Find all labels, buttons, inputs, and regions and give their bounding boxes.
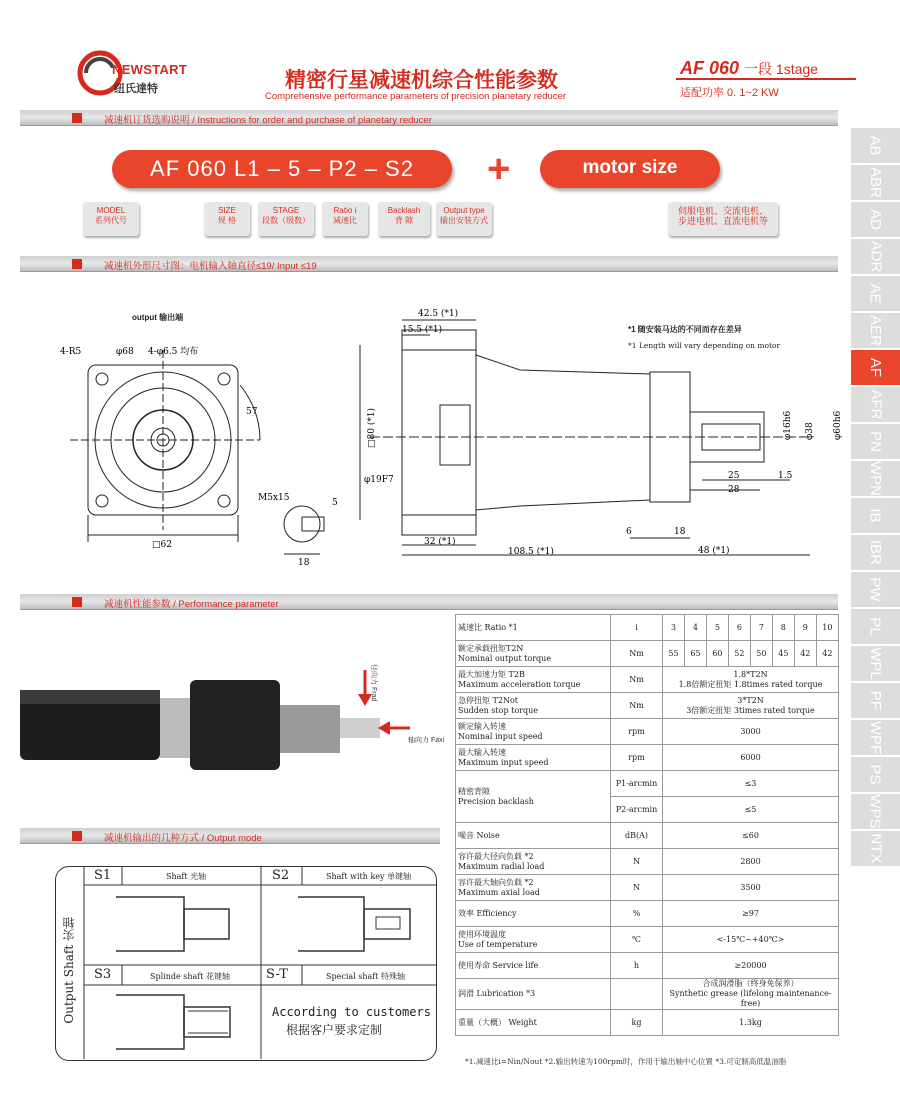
output-label: output 输出端 [132, 313, 184, 322]
row-value: 45 [772, 641, 794, 667]
ratio-header: 4 [684, 615, 706, 641]
dim-d38: φ38 [805, 422, 815, 440]
row-value: 55 [663, 641, 685, 667]
row-unit: P2-arcmin [611, 797, 663, 823]
table-row [456, 953, 839, 979]
row-label: 精密背隙 Precision backlash [456, 771, 611, 823]
row-unit: Nm [611, 693, 663, 719]
row-label: 容许最大径向负载 *2 Maximum radial load [456, 849, 611, 875]
page-title: 精密行星减速机综合性能参数 [285, 68, 558, 92]
dim-25: 25 [728, 471, 740, 481]
side-tab-ps[interactable]: PS [851, 757, 900, 793]
table-row [456, 719, 839, 745]
ratio-header: 10 [816, 615, 838, 641]
row-label: 效率 Efficiency [456, 901, 611, 927]
row-unit: P1-arcmin [611, 771, 663, 797]
order-code-pill: AF 060 L1 – 5 – P2 – S2 [112, 150, 452, 188]
row-merged-value: ≤60 [663, 823, 839, 849]
table-row [456, 771, 839, 797]
table-row [456, 1010, 839, 1036]
front-view-drawing [40, 320, 370, 570]
table-row [456, 823, 839, 849]
output-modes-box [55, 866, 437, 1061]
output-shaft-side-label: Output Shaft 实轴 [62, 917, 76, 1024]
row-unit: i [611, 615, 663, 641]
row-unit: Nm [611, 641, 663, 667]
ratio-header: 8 [772, 615, 794, 641]
ratio-header: 3 [663, 615, 685, 641]
row-unit: kg [611, 1010, 663, 1036]
tag-model: MODEL 系列代号 [83, 202, 139, 236]
dim-18: 18 [298, 558, 310, 568]
axial-force-label: 轴向力 Faxi [408, 737, 445, 744]
plus-icon: + [487, 147, 511, 191]
table-row [456, 615, 839, 641]
mode-s1-caption: Shaft 光轴 [166, 872, 207, 881]
side-tab-ae[interactable]: AE [851, 276, 900, 312]
row-merged-value: ≥97 [663, 901, 839, 927]
row-unit: N [611, 849, 663, 875]
row-unit: % [611, 901, 663, 927]
row-merged-value: 6000 [663, 745, 839, 771]
side-tab-pn[interactable]: PN [851, 424, 900, 460]
row-unit: N [611, 875, 663, 901]
row-value: 52 [728, 641, 750, 667]
row-label: 使用环境温度 Use of temperature [456, 927, 611, 953]
dim-1-5: 1.5 [778, 471, 793, 481]
logo-cn: 纽氏達特 [114, 83, 158, 95]
dim-d19: φ19F7 [364, 475, 394, 485]
row-merged-value: 合成润滑脂（终身免保养） Synthetic grease (lifelong maintenance-free) [663, 979, 839, 1010]
table-row [456, 849, 839, 875]
side-tab-ib[interactable]: IB [851, 498, 900, 534]
performance-table [455, 614, 839, 1036]
row-merged-value: ≤3 [663, 771, 839, 797]
row-value: 42 [816, 641, 838, 667]
row-label: 最大输入转速 Maximum input speed [456, 745, 611, 771]
side-tab-ab[interactable]: AB [851, 128, 900, 164]
side-tab-afr[interactable]: AFR [851, 387, 900, 423]
dim-sq62: □62 [152, 540, 172, 550]
side-tab-wpn[interactable]: WPN [851, 461, 900, 497]
ratio-header: 5 [706, 615, 728, 641]
table-row [456, 901, 839, 927]
custom-cn: 根据客户要求定制 [286, 1023, 383, 1037]
row-label: 减速比 Ratio *1 [456, 615, 611, 641]
row-merged-value: 3*T2N 3倍额定扭矩 3times rated torque [663, 693, 839, 719]
dim-15-5: 15.5 (*1) [402, 325, 443, 335]
row-label: 容许最大轴向负载 *2 Maximum axial load [456, 875, 611, 901]
motor-size-pill: motor size [540, 150, 720, 188]
ratio-header: 7 [750, 615, 772, 641]
side-tab-aer[interactable]: AER [851, 313, 900, 349]
side-tab-ntx[interactable]: NTX [851, 831, 900, 867]
dim-18b: 18 [674, 527, 686, 537]
table-row [456, 745, 839, 771]
ratio-header: 6 [728, 615, 750, 641]
mode-s2-caption: Shaft with key 单键轴 [326, 872, 412, 881]
row-unit: rpm [611, 745, 663, 771]
row-value: 50 [750, 641, 772, 667]
mode-s2: S2 [272, 868, 290, 883]
section-bar-performance: 减速机性能参数 / Performance parameter [20, 594, 838, 610]
row-unit: dB(A) [611, 823, 663, 849]
row-unit: Nm [611, 667, 663, 693]
side-tab-af[interactable]: AF [851, 350, 900, 386]
row-value: 60 [706, 641, 728, 667]
side-tab-wpf[interactable]: WPF [851, 720, 900, 756]
tag-motor: 伺服电机、交流电机、 步进电机、直流电机等 [668, 202, 778, 236]
row-merged-value: 3000 [663, 719, 839, 745]
section-bar-order: 减速机订货选购说明 / Instructions for order and purchase of planetary reducer [20, 110, 838, 126]
side-tab-pw[interactable]: PW [851, 572, 900, 608]
row-unit: ℃ [611, 927, 663, 953]
drawing-note-en: *1 Length will vary depending on motor [628, 341, 781, 350]
row-label: 额定输入转速 Nominal input speed [456, 719, 611, 745]
side-tab-adr[interactable]: ADR [851, 239, 900, 275]
side-tab-abr[interactable]: ABR [851, 165, 900, 201]
dim-r5: 4-R5 [60, 347, 82, 357]
mode-s3-caption: Splinde shaft 花键轴 [150, 972, 231, 981]
dim-6: 6 [626, 527, 632, 537]
row-merged-value: 3500 [663, 875, 839, 901]
side-tab-ad[interactable]: AD [851, 202, 900, 238]
radial-force-label: 径向力 Frad [370, 664, 377, 702]
dim-28: 28 [728, 485, 740, 495]
logo-text: NEWSTART [112, 62, 188, 77]
reducer-photo [10, 650, 450, 800]
side-tab-ibr[interactable]: IBR [851, 535, 900, 571]
row-unit: h [611, 953, 663, 979]
row-label: 使用寿命 Service life [456, 953, 611, 979]
dim-holes: 4-φ6.5 均布 [148, 347, 199, 357]
tag-stage: STAGE 段数（级数） [258, 202, 314, 236]
dim-57: 57 [246, 407, 258, 417]
tag-output: Output type 输出安装方式 [436, 202, 492, 236]
side-tab-pf[interactable]: PF [851, 683, 900, 719]
row-merged-value: 1.8*T2N 1.8倍额定扭矩 1.8times rated torque [663, 667, 839, 693]
table-row [456, 641, 839, 667]
row-label: 额定承载扭矩T2N Nominal output torque [456, 641, 611, 667]
row-label: 重量（大概） Weight [456, 1010, 611, 1036]
table-row [456, 927, 839, 953]
page-subtitle: Comprehensive performance parameters of precision planetary reducer [265, 91, 566, 102]
tag-backlash: Backlash 背 隙 [378, 202, 430, 236]
mode-s1: S1 [94, 868, 112, 883]
section-bar-dimension: 减速机外形尺寸图：电机输入轴直径≤19/ Input ≤19 [20, 256, 838, 272]
dim-d16: φ16h6 [783, 410, 793, 440]
model-underline [676, 78, 856, 80]
table-row [456, 875, 839, 901]
section-bar-output: 减速机输出的几种方式 / Output mode [20, 828, 440, 844]
dim-108-5: 108.5 (*1) [508, 547, 554, 557]
dim-sq80: □80 (*1) [367, 407, 377, 448]
dim-5: 5 [332, 498, 338, 508]
row-unit [611, 979, 663, 1010]
row-label: 噪音 Noise [456, 823, 611, 849]
row-merged-value: 1.3kg [663, 1010, 839, 1036]
dim-d68: φ68 [116, 347, 134, 357]
mode-s3: S3 [94, 967, 112, 982]
side-tab-wpl[interactable]: WPL [851, 646, 900, 682]
mode-st-caption: Special shaft 特殊轴 [326, 972, 405, 981]
row-merged-value: 2800 [663, 849, 839, 875]
row-unit: rpm [611, 719, 663, 745]
table-row [456, 667, 839, 693]
row-label: 最大加速力矩 T2B Maximum acceleration torque [456, 667, 611, 693]
row-value: 42 [794, 641, 816, 667]
tag-size: SIZE 规 格 [204, 202, 250, 236]
side-tab-wps[interactable]: WPS [851, 794, 900, 830]
dim-48: 48 (*1) [698, 546, 730, 556]
table-notes: *1.减速比i=Nin/Nout *2.输出转速为100rpm时，作用于输出轴中心位置 *3.可定制高低温油脂 [465, 1057, 787, 1066]
row-merged-value: <-15℃~+40℃> [663, 927, 839, 953]
model-title: AF 060 一段 1stage [680, 58, 818, 78]
row-value: 65 [684, 641, 706, 667]
row-label: 润滑 Lubrication *3 [456, 979, 611, 1010]
custom-en: According to customers [272, 1005, 431, 1019]
dim-m5: M5x15 [258, 493, 290, 503]
table-row [456, 979, 839, 1010]
dim-42-5: 42.5 (*1) [418, 309, 459, 319]
ratio-header: 9 [794, 615, 816, 641]
dim-32: 32 (*1) [424, 537, 456, 547]
row-label: 急停扭矩 T2Not Sudden stop torque [456, 693, 611, 719]
side-tab-pl[interactable]: PL [851, 609, 900, 645]
power-range: 适配功率 0. 1~2 KW [680, 87, 779, 99]
dim-d60: φ60h6 [833, 410, 843, 440]
table-row [456, 693, 839, 719]
mode-st: S-T [266, 967, 288, 982]
tag-ratio: Ratio i 减速比 [322, 202, 368, 236]
drawing-note-cn: *1 随安装马达的不同而存在差异 [628, 325, 742, 334]
row-merged-value: ≤5 [663, 797, 839, 823]
row-merged-value: ≥20000 [663, 953, 839, 979]
